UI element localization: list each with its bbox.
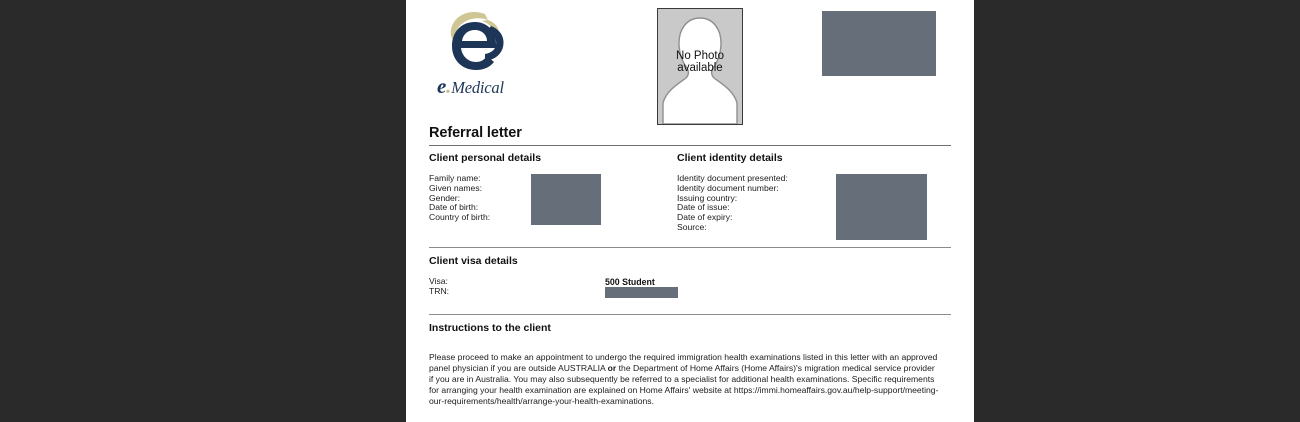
document-header [406, 0, 974, 124]
redacted-block-header [822, 11, 936, 76]
section-heading-visa: Client visa details [429, 255, 518, 267]
client-photo-placeholder [657, 8, 743, 125]
field-label-date-of-expiry: Date of expiry: [677, 212, 733, 223]
redacted-block-trn [605, 287, 678, 298]
cut-off-table-row [429, 416, 951, 422]
field-label-visa: Visa: [429, 276, 448, 286]
field-label-date-of-birth: Date of birth: [429, 202, 479, 213]
field-label-gender: Gender: [429, 192, 461, 203]
document-page [406, 0, 974, 422]
instructions-emphasis: or [607, 362, 617, 373]
wordmark-text: Medical [451, 78, 504, 97]
photo-placeholder-line1: No Photo [676, 50, 724, 62]
field-label-identity-document-presented: Identity document presented: [677, 173, 788, 183]
field-value-visa: 500 Student [605, 277, 655, 287]
document-body [406, 124, 974, 422]
section-heading-personal: Client personal details [429, 152, 542, 164]
personal-details-fields [429, 165, 677, 236]
photo-placeholder-line2: available [677, 62, 723, 74]
details-headings-row [429, 146, 951, 165]
redacted-block-identity [836, 174, 927, 240]
wordmark-e: e [437, 74, 447, 98]
field-label-date-of-issue: Date of issue: [677, 202, 730, 213]
field-label-country-of-birth: Country of birth: [429, 212, 491, 223]
field-label-identity-document-number: Identity document number: [677, 182, 779, 193]
emedical-logo [431, 8, 551, 112]
field-label-source: Source: [677, 221, 707, 232]
emedical-logo-icon [439, 8, 513, 74]
instructions-part1: Please proceed to make an appointment to undergo the required immigration health examinations listed in this letter with an approved panel physician if you are outside AUSTRALIA [429, 351, 938, 373]
emedical-wordmark [437, 74, 504, 99]
field-label-family-name: Family name: [429, 173, 481, 183]
section-heading-identity: Client identity details [677, 152, 783, 164]
instructions-part2: the Department of Home Affairs (Home Affairs)'s migration medical service provider if you are in Australia. You may also subsequently be referred to a specialist for additional health examinations. Specific requirements for arranging your health examination are explained on Home Affairs' website at https://immi.homeaffairs.gov.au/help-support/meeting-our-requirements/health/arrange-your-health-examinations. [429, 362, 939, 407]
instructions-paragraph [429, 344, 939, 408]
section-heading-instructions: Instructions to the client [429, 322, 551, 334]
field-label-issuing-country: Issuing country: [677, 192, 738, 203]
visa-details-fields [429, 268, 951, 307]
field-label-trn: TRN: [429, 285, 450, 296]
details-fields-row [429, 165, 951, 236]
field-label-given-names: Given names: [429, 182, 483, 193]
identity-details-fields [677, 165, 951, 236]
redacted-block-personal [531, 174, 601, 225]
page-title: Referral letter [429, 125, 522, 141]
wordmark-dot: . [446, 74, 452, 98]
